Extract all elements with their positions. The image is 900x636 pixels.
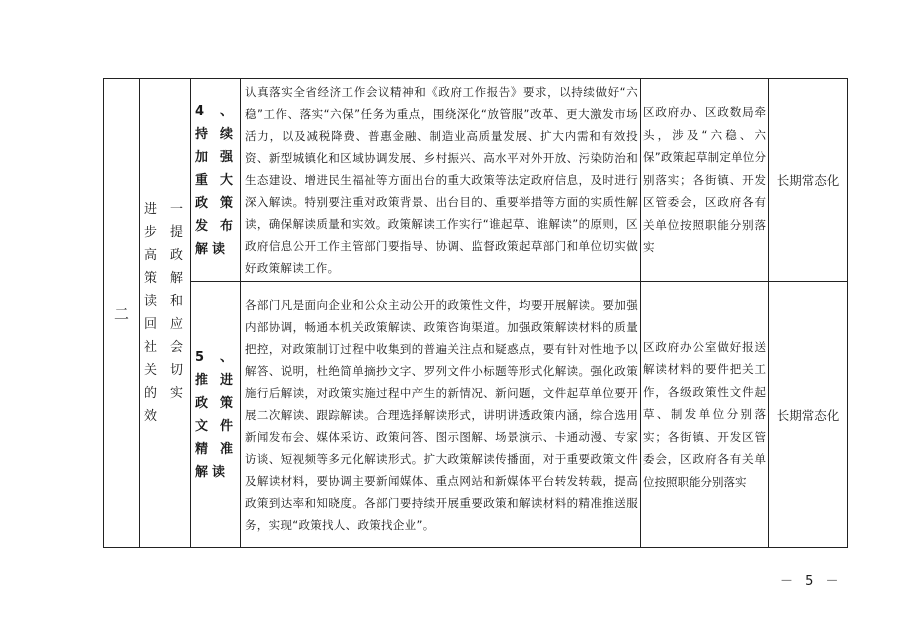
task-cell bbox=[191, 79, 241, 282]
responsible-cell bbox=[641, 282, 769, 548]
table-row bbox=[104, 282, 848, 548]
plan-table bbox=[103, 78, 848, 548]
responsible-cell bbox=[641, 79, 769, 282]
task-content: 各部门凡是面向企业和公众主动公开的政策性文件，均要开展解读。要加强内部协调，畅通本机关政策解读、政策咨询渠道。加强政策解读材料的质量把控，对政策制订过程中收集到的普遍关注点和疑惑点，要有针对性地予以解答、说明，杜绝简单摘抄文字、罗列文件小标题等形式化解读。强化政策施行后解读，对政策实施过程中产生的新情况、新问题，文件起草单位要开展二次解读、跟踪解读。合理选择解读形式，讲明讲透政策内涵，综合选用新闻发布会、媒体采访、政策问答、图示图解、场景演示、卡通动漫、专家访谈、短视频等多元化解读形式。扩大政策解读传播面，对于重要政策文件及解读材料，要协调主要新闻媒体、重点网站和新媒体平台转发转载，提高政策到达率和知晓度。各部门要持续开展重要政策和解读材料的精准推送服务，实现“政策找人、政策找企业”。 bbox=[245, 297, 638, 532]
timeline-value: 长期常态化 bbox=[776, 173, 840, 188]
page-number: － 5 － bbox=[780, 574, 843, 589]
row-number-cell bbox=[104, 79, 140, 548]
row-number: 二 bbox=[113, 304, 129, 323]
task-label: 4、持续加强重大政策发布解读 bbox=[195, 103, 237, 257]
responsible-units: 区政府办、区政数局牵头，涉及“六稳、六保”政策起草制定单位分别落实；各街镇、开发区管委会，区政府各有关单位按照职能分别落实 bbox=[643, 105, 766, 255]
task-cell bbox=[191, 282, 241, 548]
category-cell bbox=[140, 79, 191, 548]
table-row bbox=[104, 79, 848, 282]
timeline-cell bbox=[769, 282, 848, 548]
task-content: 认真落实全省经济工作会议精神和《政府工作报告》要求，以持续做好“六稳”工作、落实“六保”任务为重点，围绕深化“放管服”改革、更大激发市场活力，以及减税降费、普惠金融、制造业高质量发展、扩大内需和有效投资、新型城镇化和区域协调发展、乡村振兴、高水平对外开放、污染防治和生态建设、增进民生福祉等方面出台的重大政策等法定政府信息，及时进行深入解读。特别要注重对政策背景、出台目的、重要举措等方面的实质性解读，确保解读质量和实效。政策解读工作实行“谁起草、谁解读”的原则，区政府信息公开工作主管部门要指导、协调、监督政策起草部门和单位切实做好政策解读工作。 bbox=[245, 85, 638, 275]
timeline-value: 长期常态化 bbox=[776, 407, 840, 423]
category-label: 进一步提高政策解读和回应社会关切的实效 bbox=[144, 202, 187, 424]
content-cell bbox=[241, 282, 641, 548]
content-cell bbox=[241, 79, 641, 282]
task-label: 5、推进政策文件精准解读 bbox=[195, 349, 237, 480]
timeline-cell bbox=[769, 79, 848, 282]
responsible-units: 区政府办公室做好报送解读材料的要件把关工作，各级政策性文件起草、制发单位分别落实；各街镇、开发区管委会，区政府各有关单位按照职能分别落实 bbox=[643, 339, 766, 489]
